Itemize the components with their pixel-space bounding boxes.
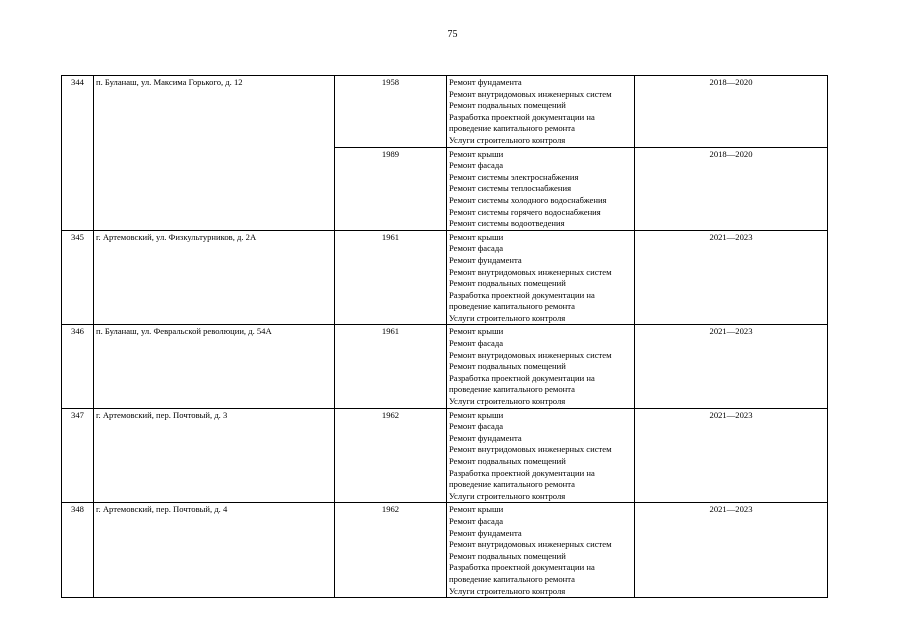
repair-work-item: Ремонт фундамента <box>449 432 522 443</box>
repair-work-item: Услуги строительного контроля <box>449 312 566 323</box>
repair-works-cell <box>447 76 635 148</box>
address-cell: г. Артемовский, пер. Почтовый, д. 4 <box>94 503 335 598</box>
repair-work-item: Ремонт крыши <box>449 504 504 515</box>
repair-work-item: Ремонт крыши <box>449 148 504 159</box>
construction-year-cell: 1989 <box>335 147 447 230</box>
address-cell: г. Артемовский, ул. Физкультурников, д. 2А <box>94 230 335 325</box>
address-cell: п. Буланаш, ул. Февральской революции, д. 54А <box>94 325 335 408</box>
repair-work-item: Услуги строительного контроля <box>449 490 566 501</box>
repair-works-cell <box>447 408 635 503</box>
row-number-cell: 346 <box>62 325 94 408</box>
repair-works-cell <box>447 230 635 325</box>
construction-year-cell: 1958 <box>335 76 447 148</box>
repair-work-item: Ремонт системы горячего водоснабжения <box>449 206 601 217</box>
repair-work-item: Ремонт подвальных помещений <box>449 550 566 561</box>
repair-work-item: проведение капитального ремонта <box>449 384 575 395</box>
repair-period-cell: 2018—2020 <box>635 147 828 230</box>
repair-work-item: Ремонт системы водоотведения <box>449 218 565 229</box>
address-cell: п. Буланаш, ул. Максима Горького, д. 12 <box>94 76 335 231</box>
repair-work-item: Ремонт фасада <box>449 338 504 349</box>
repair-work-item: Ремонт внутридомовых инженерных систем <box>449 88 612 99</box>
repair-work-item: Ремонт подвальных помещений <box>449 278 566 289</box>
repair-work-item: Ремонт фундамента <box>449 77 522 87</box>
repair-work-item: Ремонт фундамента <box>449 527 522 538</box>
row-number-cell: 345 <box>62 230 94 325</box>
repair-work-item: Ремонт крыши <box>449 326 504 337</box>
repair-work-item: Ремонт внутридомовых инженерных систем <box>449 349 612 360</box>
repair-work-item: Ремонт фасада <box>449 160 504 171</box>
row-number-cell: 348 <box>62 503 94 598</box>
repair-work-item: Услуги строительного контроля <box>449 396 566 407</box>
repair-work-item: проведение капитального ремонта <box>449 301 575 312</box>
table-body <box>62 76 828 598</box>
repair-period-cell: 2021—2023 <box>635 325 828 408</box>
repair-work-item: Ремонт системы теплоснабжения <box>449 183 572 194</box>
address-cell: г. Артемовский, пер. Почтовый, д. 3 <box>94 408 335 503</box>
construction-year-cell: 1962 <box>335 408 447 503</box>
repair-period-cell: 2021—2023 <box>635 230 828 325</box>
repair-work-item: Ремонт системы электроснабжения <box>449 171 579 182</box>
table-row <box>62 325 828 408</box>
table-row <box>62 76 828 148</box>
construction-year-cell: 1961 <box>335 325 447 408</box>
repair-work-item: Услуги строительного контроля <box>449 134 566 145</box>
repair-work-item: Ремонт фасада <box>449 421 504 432</box>
repair-work-item: Ремонт подвальных помещений <box>449 361 566 372</box>
repair-period-cell: 2021—2023 <box>635 503 828 598</box>
repair-work-item: Ремонт подвальных помещений <box>449 456 566 466</box>
repair-work-item: Ремонт фасада <box>449 515 504 526</box>
repair-work-item: Разработка проектной документации на <box>449 289 595 300</box>
repair-work-item: проведение капитального ремонта <box>449 479 575 490</box>
repair-work-item: Ремонт системы холодного водоснабжения <box>449 194 607 205</box>
repair-period-cell: 2018—2020 <box>635 76 828 148</box>
table-row <box>62 230 828 325</box>
repair-works-cell <box>447 147 635 230</box>
table-row <box>62 503 828 598</box>
repair-work-item: проведение капитального ремонта <box>449 123 575 134</box>
repair-works-cell <box>447 503 635 598</box>
repair-period-cell: 2021—2023 <box>635 408 828 503</box>
construction-year-cell: 1961 <box>335 230 447 325</box>
repair-work-item: Ремонт внутридомовых инженерных систем <box>449 539 612 550</box>
repair-work-item: проведение капитального ремонта <box>449 573 575 584</box>
repair-work-item: Ремонт внутридомовых инженерных систем <box>449 266 612 277</box>
repair-work-item: Ремонт крыши <box>449 231 504 242</box>
repair-works-cell <box>447 325 635 408</box>
repair-work-item: Ремонт фундамента <box>449 254 522 265</box>
repair-work-item: Ремонт крыши <box>449 409 504 420</box>
repair-work-item: Разработка проектной документации на <box>449 467 595 478</box>
repair-work-item: Разработка проектной документации на <box>449 372 595 383</box>
repair-work-item: Разработка проектной документации на <box>449 562 595 573</box>
table-row <box>62 408 828 503</box>
repair-work-item: Ремонт фасада <box>449 243 504 254</box>
repair-work-item: Ремонт подвальных помещений <box>449 100 566 111</box>
row-number-cell: 347 <box>62 408 94 503</box>
page-number: 75 <box>447 29 458 40</box>
row-number-cell: 344 <box>62 76 94 231</box>
construction-year-cell: 1962 <box>335 503 447 598</box>
repair-schedule-table <box>61 75 828 598</box>
repair-work-item: Услуги строительного контроля <box>449 585 566 596</box>
repair-work-item: Ремонт внутридомовых инженерных систем <box>449 444 612 455</box>
repair-work-item: Разработка проектной документации на <box>449 111 595 122</box>
